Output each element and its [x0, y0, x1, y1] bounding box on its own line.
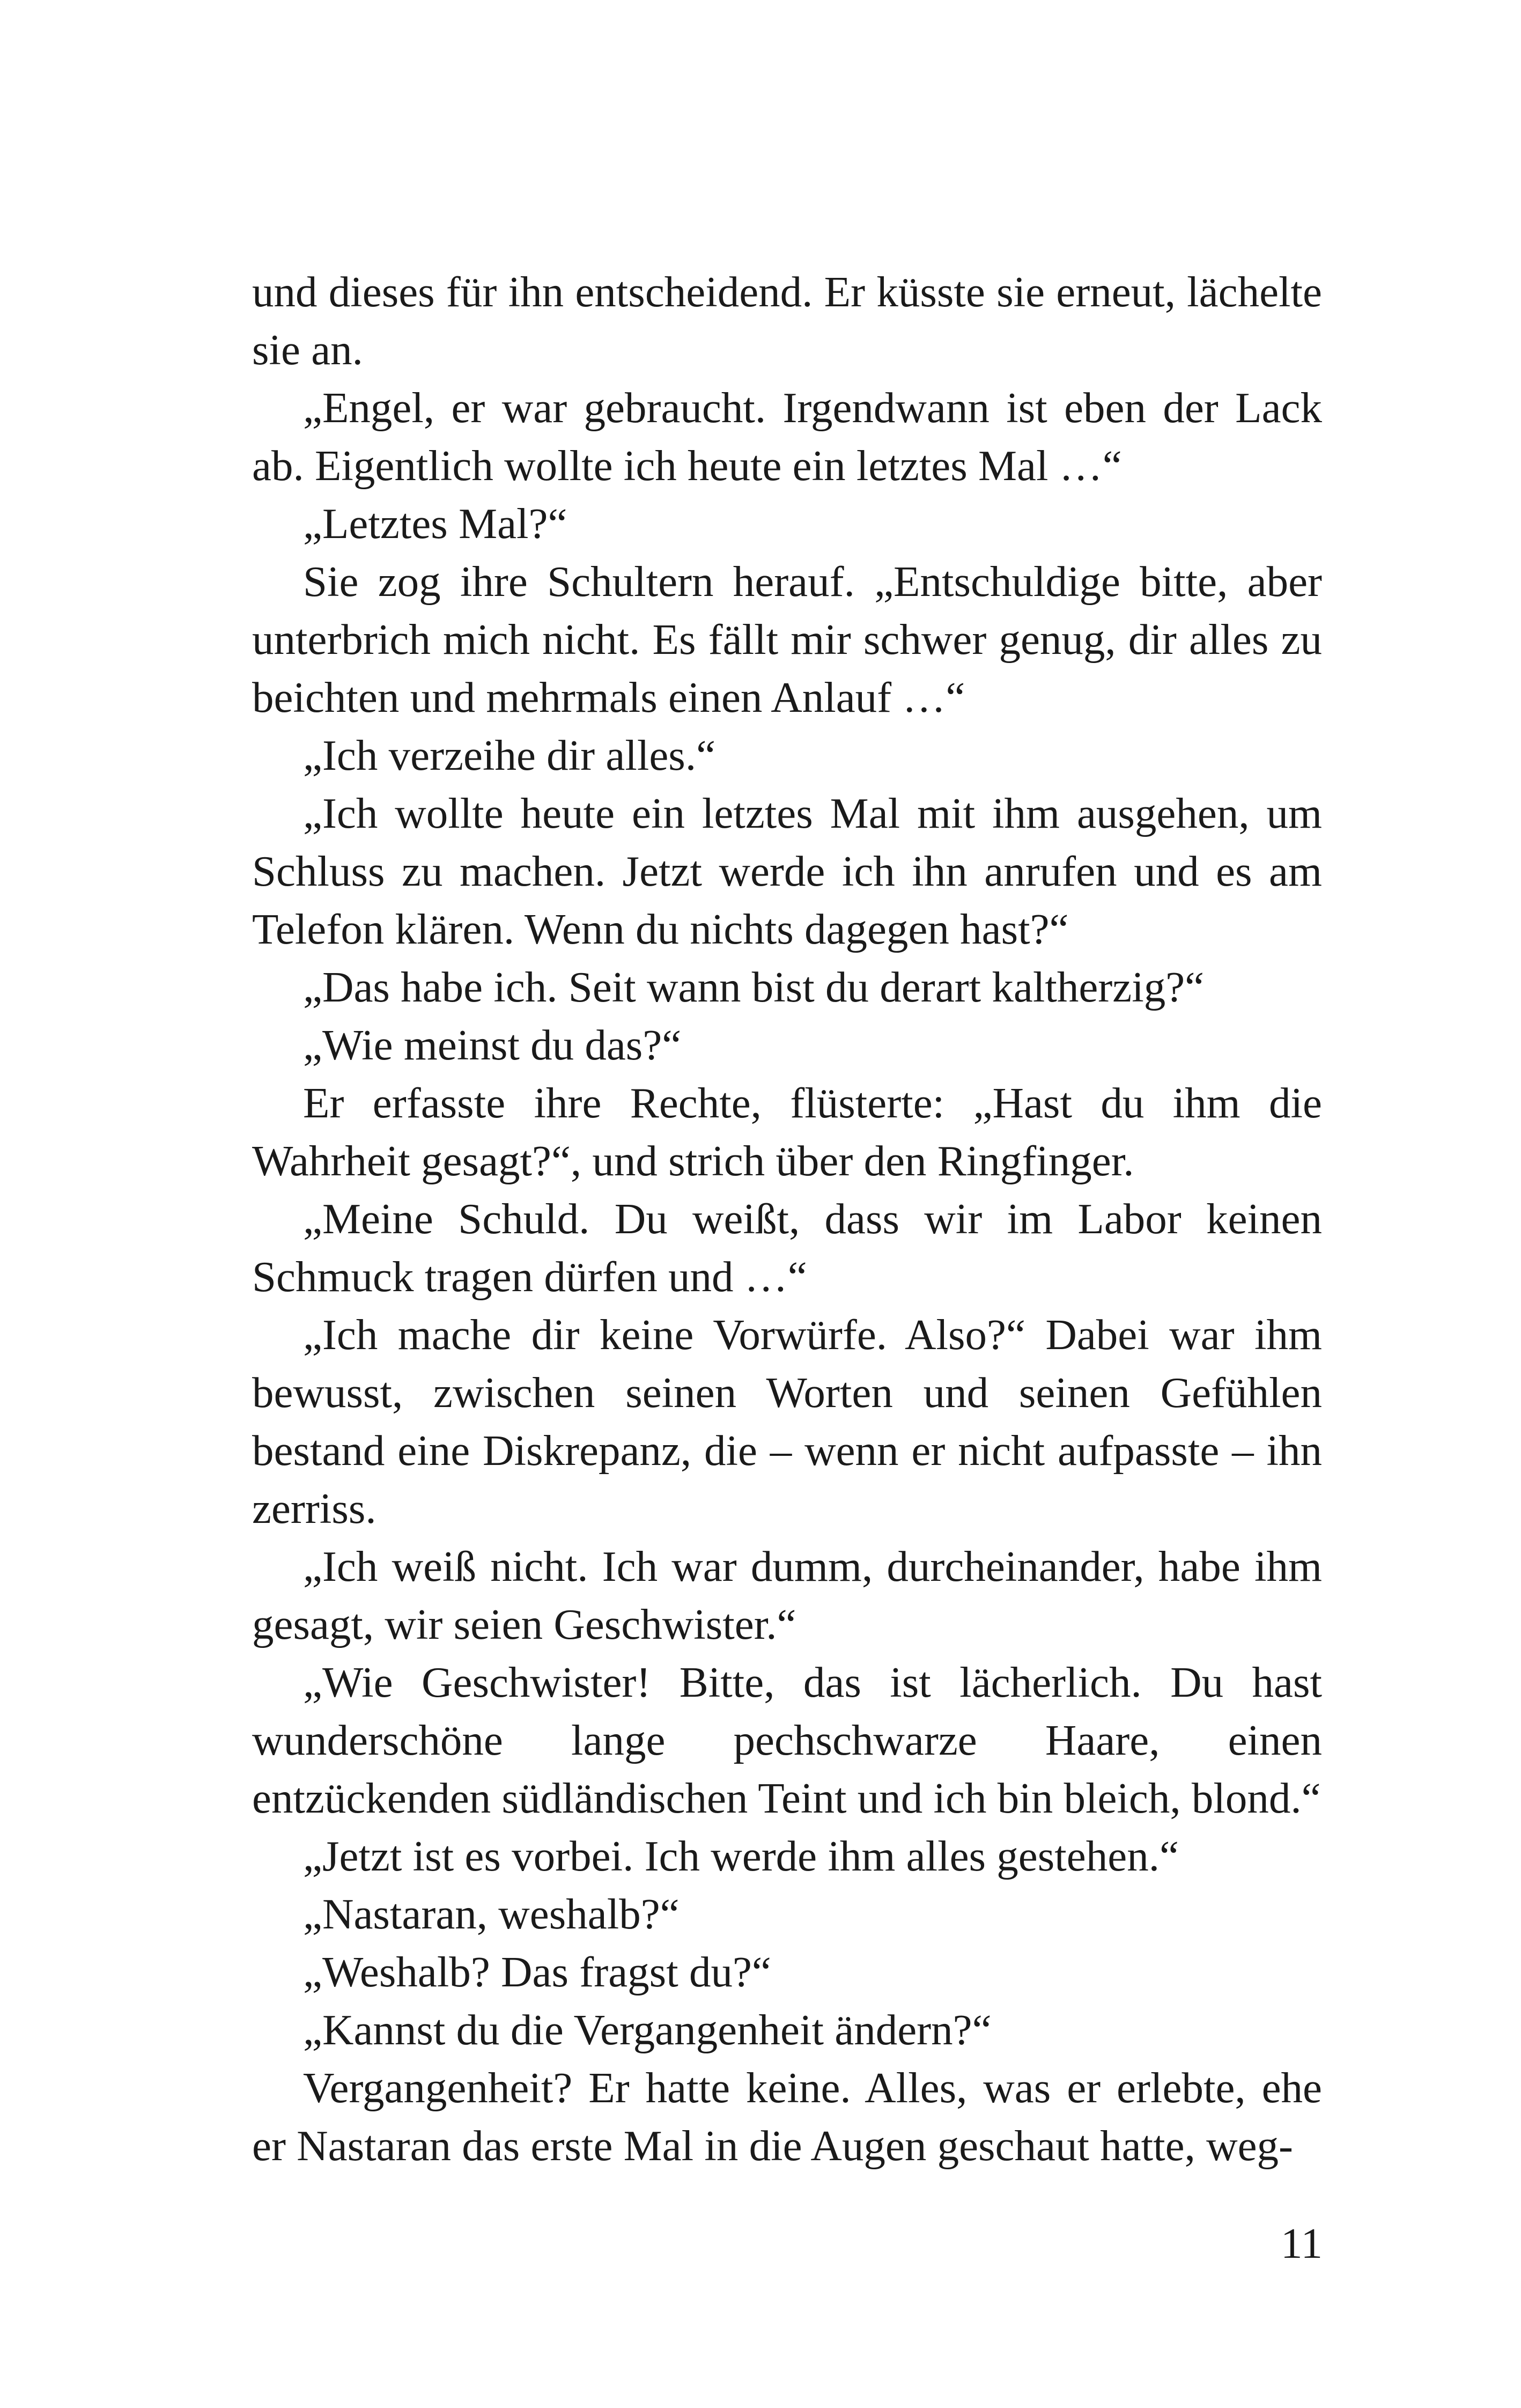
paragraph: Er erfasste ihre Rechte, flüsterte: „Hast du ihm die Wahrheit gesagt?“, und strich über den Ringfinger. — [252, 1079, 1322, 1185]
page-number: 11 — [1281, 2219, 1323, 2267]
paragraph: „Engel, er war gebraucht. Irgendwann ist eben der Lack ab. Eigentlich wollte ich heute ein letztes Mal …“ — [252, 384, 1322, 490]
paragraph: „Wie meinst du das?“ — [303, 1021, 682, 1069]
paragraph: „Kannst du die Vergangenheit ändern?“ — [303, 2006, 992, 2054]
paragraph: „Nastaran, weshalb?“ — [303, 1890, 680, 1938]
paragraph: „Wie Geschwister! Bitte, das ist lächerlich. Du hast wunderschöne lange pechschwarze Haare, einen entzückenden südländischen Teint und ich bin bleich, blond.“ — [252, 1658, 1322, 1822]
paragraph: „Meine Schuld. Du weißt, dass wir im Labor keinen Schmuck tragen dürfen und …“ — [252, 1195, 1322, 1301]
paragraph: Sie zog ihre Schultern herauf. „Entschuldige bitte, aber unterbrich mich nicht. Es fällt mir schwer genug, dir alles zu beichten und mehrmals einen Anlauf …“ — [252, 557, 1322, 721]
paragraph: „Weshalb? Das fragst du?“ — [303, 1948, 771, 1996]
paragraph: „Das habe ich. Seit wann bist du derart kaltherzig?“ — [303, 963, 1205, 1011]
paragraph: „Jetzt ist es vorbei. Ich werde ihm alles gestehen.“ — [303, 1832, 1179, 1880]
paragraph: Vergangenheit? Er hatte keine. Alles, was er erlebte, ehe er Nastaran das erste Mal in die Augen geschaut hatte, weg- — [252, 2064, 1322, 2170]
paragraph: „Ich weiß nicht. Ich war dumm, durcheinander, habe ihm gesagt, wir seien Geschwister.“ — [252, 1542, 1322, 1648]
paragraph: „Ich wollte heute ein letztes Mal mit ihm ausgehen, um Schluss zu machen. Jetzt werde ich ihn anrufen und es am Telefon klären. Wenn du nichts dagegen hast?“ — [252, 789, 1322, 953]
paragraph: „Ich mache dir keine Vorwürfe. Also?“ Dabei war ihm bewusst, zwischen seinen Worten und seinen Gefühlen bestand eine Diskrepanz, die – wenn er nicht aufpasste – ihn zerriss. — [252, 1310, 1322, 1533]
paragraph: „Ich verzeihe dir alles.“ — [303, 731, 716, 779]
body-text — [252, 263, 1322, 2175]
paragraph: und dieses für ihn entscheidend. Er küsste sie erneut, lächelte sie an. — [252, 268, 1322, 374]
paragraph: „Letztes Mal?“ — [303, 499, 567, 548]
